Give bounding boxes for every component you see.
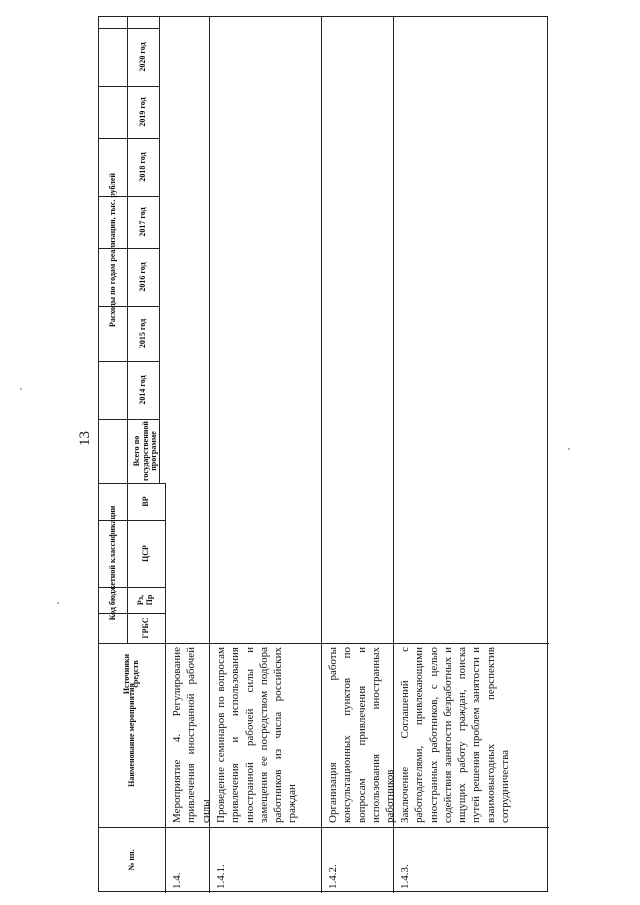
header-year-2016: 2016 год (137, 262, 147, 292)
row-1-4-3-num: 1.4.3. (399, 864, 411, 889)
header-total: Всего по государственной программе (131, 420, 159, 482)
budget-table (98, 16, 548, 892)
header-csr: ЦСР (140, 545, 150, 562)
header-year-2015: 2015 год (137, 318, 147, 349)
header-year-2014: 2014 год (137, 375, 147, 405)
header-budget-code: Код бюджетной классификации (107, 505, 117, 621)
row-1-4-name: Мероприятие 4. Регулирование привлечения иностранной рабочей силы (171, 647, 212, 823)
header-year-2017: 2017 год (137, 207, 147, 237)
header-source: Источники средств (122, 653, 140, 695)
row-1-4-1-name: Проведение семинаров по вопросам привлечения и использования иностранной рабочей силы и замещения ее посредством подбора работников из числа российских граждан (215, 647, 299, 823)
page-number: 13 (77, 431, 93, 446)
row-1-4-num: 1.4. (171, 872, 183, 889)
header-year-2018: 2018 год (137, 152, 147, 182)
row-1-4-3-name: Заключение Соглашений с работодателями, привлекающими иностранных работников, с целью содействия занятости безработных и ищущих работу граждан, поиска путей решения проблем занятости и взаимовыгодных перспектив сотрудничества (399, 647, 512, 823)
row-1-4-2-num: 1.4.2. (327, 864, 339, 889)
header-year-2019: 2019 год (137, 97, 147, 127)
row-1-4-2-name: Организация работы консультационных пунктов по вопросам привлечения и использования иностранных работников (327, 647, 397, 823)
header-grbs: ГРБС (140, 617, 150, 639)
header-expenses: Расходы по годам реализации, тыс. рублей (107, 172, 117, 328)
header-name: Наименование мероприятия (126, 683, 136, 787)
header-num: № пп. (126, 849, 136, 871)
header-vr: ВР (140, 496, 150, 507)
row-1-4-1-num: 1.4.1. (215, 864, 227, 889)
header-rz-pr: Рз, Пр (136, 594, 154, 606)
header-year-2020: 2020 год (137, 42, 147, 72)
